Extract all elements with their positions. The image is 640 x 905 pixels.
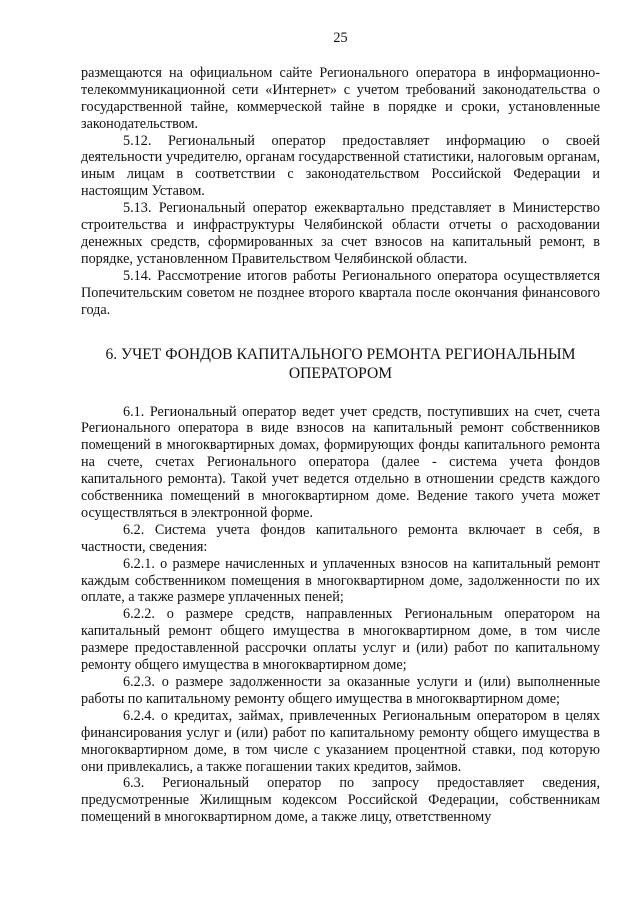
page-number: 25 [333, 30, 348, 46]
paragraph: 6.2.3. о размере задолженности за оказанные услуги и (или) выполненные работы по капитальному ремонту общего имущества в многоквартирном доме; [81, 674, 600, 707]
paragraphs-before [81, 65, 600, 319]
paragraph: размещаются на официальном сайте Регионального оператора в информационно-телекоммуникационной сети «Интернет» с учетом требований законодательства о государственной тайне, коммерческой тайне в порядке и сроки, установленные законодательством. [81, 64, 600, 132]
paragraph: 6.2. Система учета фондов капитального ремонта включает в себя, в частности, сведения: [81, 521, 600, 555]
paragraph: 5.13. Региональный оператор ежеквартально представляет в Министерство строительства и инфраструктуры Челябинской области отчеты о расходовании денежных средств, сформированных за счет взносов на капитальный ремонт, в порядке, установленном Правительством Челябинской области. [81, 200, 600, 267]
paragraph: 6.1. Региональный оператор ведет учет средств, поступивших на счет, счета Регионального оператора в виде взносов на капитальный ремонт собственников помещений в многоквартирных домах, формирующих фонды капитального ремонта на счете, счетах Регионального оператора (далее - система учета фондов капитального ремонта). Такой учет ведется отдельно в отношении средств каждого собственника помещений в многоквартирном доме. Ведение такого учета может осуществляться в электронной форме. [81, 403, 600, 521]
paragraph: 5.12. Региональный оператор предоставляет информацию о своей деятельности учредителю, органам государственной статистики, налоговым органам, иным лицам в соответствии с законодательством Российской Федерации и настоящим Уставом. [81, 132, 600, 200]
paragraph: 6.2.4. о кредитах, займах, привлеченных Региональным оператором в целях финансирования услуг и (или) работ по капитальному ремонту общего имущества в многоквартирном доме, в том числе с указанием процентной ставки, под которую они привлекались, а также погашении таких кредитов, займов. [81, 707, 600, 775]
paragraphs-after [81, 404, 600, 827]
paragraph: 5.14. Рассмотрение итогов работы Регионального оператора осуществляется Попечительским советом не позднее второго квартала после окончания финансового года. [81, 267, 600, 318]
paragraph: 6.2.1. о размере начисленных и уплаченных взносов на капитальный ремонт каждым собственником помещения в многоквартирном доме, задолженности по их оплате, а также размере уплаченных пеней; [81, 555, 600, 606]
paragraph: 6.2.2. о размере средств, направленных Региональным оператором на капитальный ремонт общего имущества в многоквартирном доме, в том числе размере предоставленной рассрочки оплаты услуг и (или) работ по капитальному ремонту общего имущества в многоквартирном доме; [81, 606, 600, 674]
section-heading: 6. УЧЕТ ФОНДОВ КАПИТАЛЬНОГО РЕМОНТА РЕГИОНАЛЬНЫМ ОПЕРАТОРОМ [105, 345, 576, 382]
paragraph: 6.3. Региональный оператор по запросу предоставляет сведения, предусмотренные Жилищным кодексом Российской Федерации, собственникам помещений в многоквартирном доме, а также лицу, ответственному [81, 775, 600, 826]
